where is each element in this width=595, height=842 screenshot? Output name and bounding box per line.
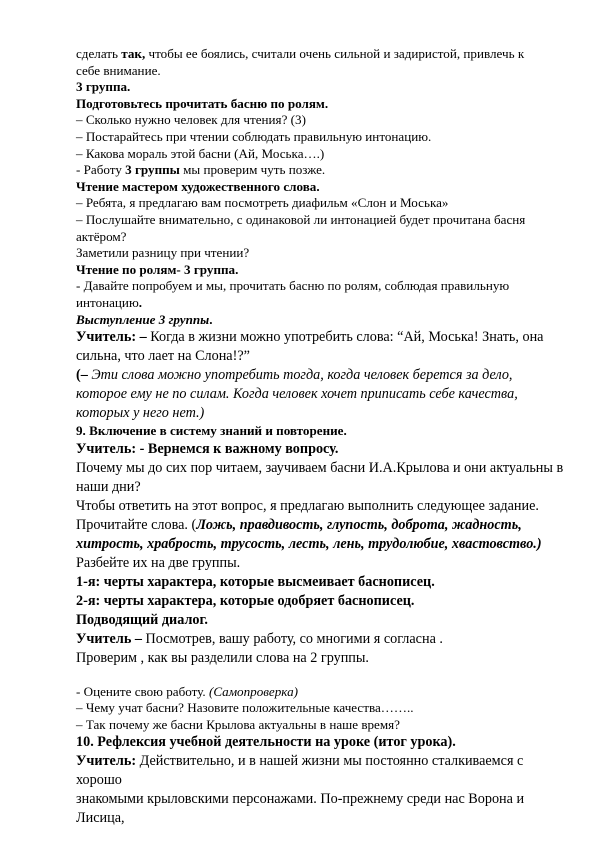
text-line: Заметили разницу при чтении?	[76, 245, 250, 261]
text-run: Когда в жизни можно употребить слова: “Ай, Моська! Знать, она	[146, 329, 544, 346]
bold-italic-run: Ложь, правдивость, глупость, доброта, жадность,	[196, 516, 522, 533]
teacher-line: Учитель: - Вернемся к важному вопросу.	[76, 440, 339, 457]
bold-run: .	[138, 294, 143, 310]
text-line	[76, 366, 566, 385]
text-run: сделать	[76, 46, 122, 61]
text-line	[76, 46, 566, 63]
text-line: знакомыми крыловскими персонажами. По-прежнему среди нас Ворона и Лисица,	[76, 791, 525, 827]
text-line: сильна, что лает на Слона!?”	[76, 348, 250, 365]
text-line: – Постарайтесь при чтении соблюдать правильную интонацию.	[76, 128, 432, 144]
text-run: Прочитайте слова. (	[76, 516, 197, 533]
text-run: - Работу	[76, 162, 126, 178]
text-line: себе внимание.	[76, 62, 161, 78]
text-line	[76, 295, 566, 312]
group-heading: 3 группа.	[76, 79, 131, 95]
text-line: – Какова мораль этой басни (Ай, Моська….)	[76, 145, 325, 161]
text-line	[76, 312, 566, 329]
bold-italic-run: Выступление 3 группы	[76, 311, 210, 327]
text-run: мы проверим чуть позже.	[179, 162, 326, 178]
speaker-label: Учитель: –	[76, 329, 147, 346]
group-description: 1-я: черты характера, которые высмеивает баснописец.	[76, 573, 435, 590]
speaker-label: Учитель:	[76, 753, 137, 770]
blank-line	[76, 668, 566, 684]
section-heading: 9. Включение в систему знаний и повторение.	[76, 423, 347, 439]
text-run: интонацию	[76, 294, 139, 310]
section-heading: Чтение мастером художественного слова.	[76, 178, 320, 194]
text-line: – Ребята, я предлагаю вам посмотреть диафильм «Слон и Моська»	[76, 195, 449, 211]
text-line: наши дни?	[76, 478, 141, 495]
text-line: которое ему не по силам. Когда человек хочет приписать себе качества,	[76, 386, 518, 403]
italic-run: Эти слова можно употребить тогда, когда человек берется за дело,	[87, 367, 513, 384]
task-heading: Подготовьтесь прочитать басню по ролям.	[76, 95, 329, 111]
speaker-label: Учитель –	[76, 630, 142, 647]
text-line: – Послушайте внимательно, с одинаковой ли интонацией будет прочитана басня	[76, 211, 526, 227]
text-line: – Так почему же басни Крылова актуальны в наше время?	[76, 716, 400, 732]
text-line: Чтобы ответить на этот вопрос, я предлагаю выполнить следующее задание.	[76, 497, 539, 514]
text-line: которых у него нет.)	[76, 405, 205, 422]
text-line: хитрость, храбрость, трусость, лесть, лень, трудолюбие, хвастовство.)	[76, 535, 542, 552]
text-line: Проверим , как вы разделили слова на 2 группы.	[76, 649, 369, 666]
bold-run: 3 группы	[125, 162, 180, 178]
text-line: - Давайте попробуем и мы, прочитать басню по ролям, соблюдая правильную	[76, 278, 510, 294]
text-line	[76, 516, 566, 535]
section-heading: Чтение по ролям- 3 группа.	[76, 261, 239, 277]
text-line: Почему мы до сих пор читаем, заучиваем басни И.А.Крылова и они актуальны в	[76, 459, 564, 476]
section-heading: 10. Рефлексия учебной деятельности на уроке (итог урока).	[76, 734, 456, 751]
text-line: актёром?	[76, 228, 127, 244]
document-page	[76, 46, 566, 828]
text-line: – Чему учат басни? Назовите положительные качества……..	[76, 700, 414, 716]
text-line	[76, 328, 566, 347]
bold-run: (–	[76, 367, 88, 384]
text-line	[76, 630, 566, 649]
text-line	[76, 684, 566, 701]
section-heading: Подводящий диалог.	[76, 611, 208, 628]
text-run: - Оцените свою работу.	[76, 683, 209, 699]
text-line: – Сколько нужно человек для чтения? (3)	[76, 112, 306, 128]
text-run: Посмотрев, вашу работу, со многими я согласна .	[141, 630, 443, 647]
text-line	[76, 162, 566, 179]
text-run: чтобы ее боялись, считали очень сильной и задиристой, привлечь к	[145, 46, 525, 61]
text-run: Действительно, и в нашей жизни мы постоянно сталкиваемся с хорошо	[76, 753, 524, 789]
bold-run: .	[209, 311, 213, 327]
text-line	[76, 752, 566, 790]
bold-run: так,	[121, 46, 146, 61]
group-description: 2-я: черты характера, которые одобряет баснописец.	[76, 592, 415, 609]
italic-run: (Самопроверка)	[208, 683, 298, 699]
text-line: Разбейте их на две группы.	[76, 554, 241, 571]
